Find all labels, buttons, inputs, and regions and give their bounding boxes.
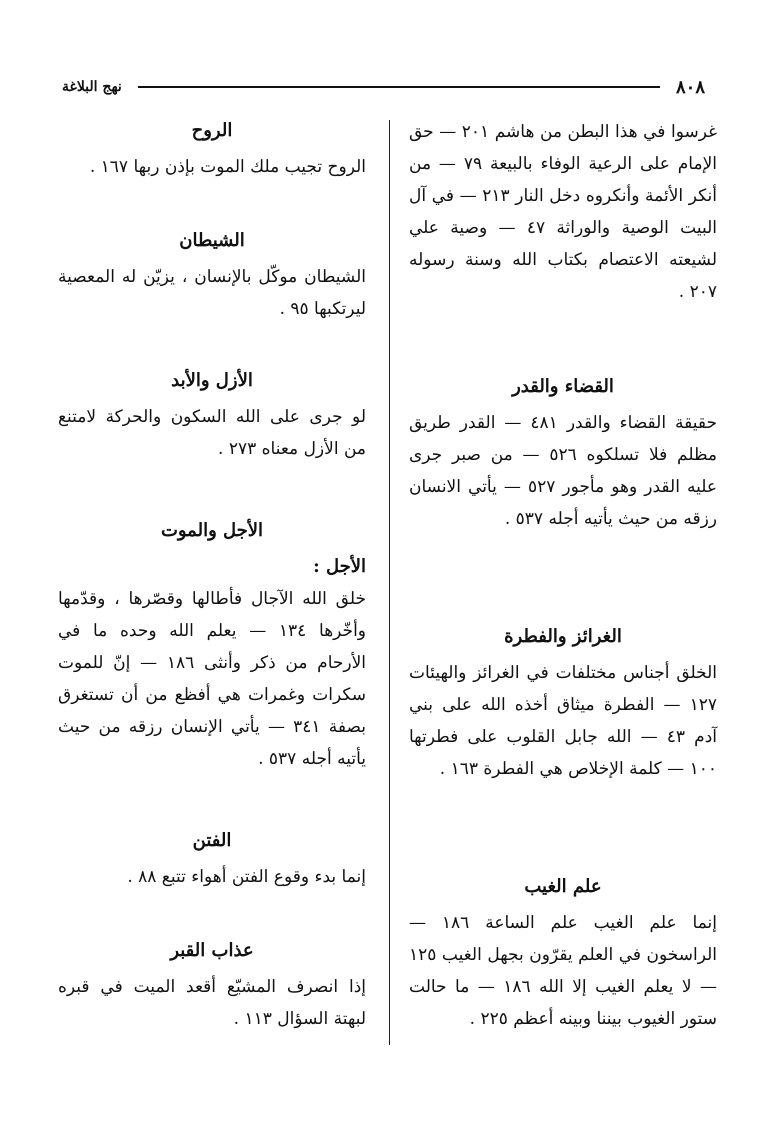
section-adhab-qabr xyxy=(58,940,366,1035)
section-text: الخلق أجناس مختلفات في الغرائز والهيئات ١٢٧ — الفطرة ميثاق أخذه الله على بني آدم ٤٣ — الله جابل القلوب على فطرتها ١٠٠ — كلمة الإخلاص هي الفطرة ١٦٣ . xyxy=(409,663,717,779)
section-heading: الأزل والأبد xyxy=(171,370,253,391)
section-ilm-ghayb xyxy=(409,876,717,1035)
section-heading: الأجل والموت xyxy=(160,520,264,541)
section-ruh xyxy=(58,120,366,183)
section-text: لو جرى على الله السكون والحركة لامتنع من الأزل معناه ٢٧٣ . xyxy=(58,407,366,459)
section-text: إنما علم الغيب علم الساعة ١٨٦ — الراسخون في العلم يقرّون بجهل الغيب ١٢٥ — لا يعلم الغيب إلا الله ١٨٦ — ما حالت ستور الغيوب بيننا وبينه أعظم ٢٢٥ . xyxy=(409,913,718,1029)
section-heading: الشيطان xyxy=(179,230,245,251)
header-rule xyxy=(138,86,660,88)
section-text: الروح تجيب ملك الموت بإذن ربها ١٦٧ . xyxy=(89,157,366,177)
section-heading: القضاء والقدر xyxy=(512,376,614,397)
section-text: إذا انصرف المشيّع أقعد الميت في قبره لبهتة السؤال ١١٣ . xyxy=(58,977,366,1029)
section-fitan xyxy=(58,830,366,893)
right-intro-text: غرسوا في هذا البطن من هاشم ٢٠١ — حق الإمام على الرعية الوفاء بالبيعة ٧٩ — من أنكر الأئمة وأنكروه دخل النار ٢١٣ — في آل البيت الوصية والوراثة ٤٧ — وصية علي لشيعته الاعتصام بكتاب الله وسنة رسوله ٢٠٧ . xyxy=(409,122,718,302)
page-header xyxy=(62,70,705,104)
section-ajal-mawt xyxy=(58,520,366,775)
page-number: ٨٠٨ xyxy=(675,76,705,98)
section-shaytan xyxy=(58,230,366,325)
section-heading: الفتن xyxy=(192,830,232,851)
section-qada-qadar xyxy=(409,376,717,535)
section-heading: عذاب القبر xyxy=(170,940,254,961)
section-heading: الغرائز والفطرة xyxy=(504,626,622,647)
book-title: نهج البلاغة xyxy=(62,79,122,95)
section-text: خلق الله الآجال فأطالها وقصّرها ، وقدّمها وأخّرها ١٣٤ — يعلم الله وحده ما في الأرحام من ذكر وأنثى ١٨٦ — إنّ للموت سكرات وغمرات هي أفظع من أن تستغرق بصفة ٣٤١ — يأتي الإنسان رزقه من حيث يأتيه أجله ٥٣٧ . xyxy=(58,589,367,769)
column-divider xyxy=(389,120,390,1045)
section-text: الشيطان موكّل بالإنسان ، يزيّن له المعصية ليرتكبها ٩٥ . xyxy=(58,267,366,319)
section-text: إنما بدء وقوع الفتن أهواء تتبع ٨٨ . xyxy=(127,867,366,887)
section-azal-abad xyxy=(58,370,366,465)
section-heading: الروح xyxy=(191,120,233,141)
section-heading: علم الغيب xyxy=(524,876,602,897)
section-text: حقيقة القضاء والقدر ٤٨١ — القدر طريق مظلم فلا تسلكوه ٥٢٦ — من صبر جرى عليه القدر وهو مأجور ٥٢٧ — يأتي الانسان رزقه من حيث يأتيه أجله ٥٣٧ . xyxy=(409,413,718,529)
section-sublabel: الأجل : xyxy=(313,556,366,577)
right-intro xyxy=(409,116,717,308)
section-gharaiz xyxy=(409,626,717,785)
